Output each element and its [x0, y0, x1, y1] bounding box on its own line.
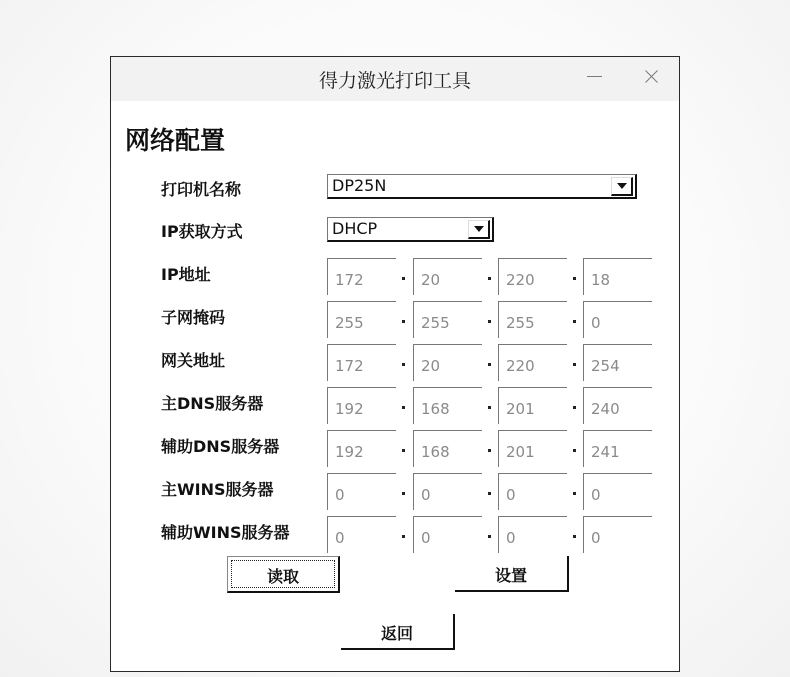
octet-value: 18: [591, 271, 611, 289]
octet-value: 255: [506, 314, 535, 332]
secondary-dns-octet-3-input[interactable]: [498, 430, 567, 467]
secondary-wins-octet-1-input[interactable]: [327, 516, 396, 553]
secondary-dns-octet-2-input[interactable]: [413, 430, 482, 467]
ip-method-select[interactable]: [327, 217, 494, 242]
title-bar[interactable]: [111, 57, 679, 101]
primary-dns-octet-2-input[interactable]: [413, 387, 482, 424]
gateway-octet-3-input[interactable]: [498, 344, 567, 381]
primary-wins-octet-4-input[interactable]: [583, 473, 652, 510]
subnet-mask-octet-2-input[interactable]: [413, 301, 482, 338]
octet-value: 172: [335, 357, 364, 375]
read-button[interactable]: [227, 556, 340, 593]
subnet-mask-octet-4-input[interactable]: [583, 301, 652, 338]
gateway-label: 网关地址: [161, 351, 226, 370]
octet-value: 240: [591, 400, 620, 418]
read-button-label: 读取: [266, 567, 299, 586]
primary-wins-octet-3-input[interactable]: [498, 473, 567, 510]
octet-value: 0: [335, 486, 345, 504]
ip-method-value: DHCP: [332, 219, 378, 238]
back-button[interactable]: [341, 614, 455, 650]
octet-separator: [488, 363, 491, 366]
octet-value: 241: [591, 443, 620, 461]
octet-separator: [573, 320, 576, 323]
ip-address-octet-3-input[interactable]: [498, 258, 567, 295]
chevron-down-icon[interactable]: [611, 177, 633, 196]
primary-dns-octet-4-input[interactable]: [583, 387, 652, 424]
set-button-label: 设置: [494, 566, 527, 585]
octet-separator: [402, 535, 405, 538]
octet-separator: [573, 535, 576, 538]
octet-separator: [488, 535, 491, 538]
secondary-wins-octet-3-input[interactable]: [498, 516, 567, 553]
gateway-octet-2-input[interactable]: [413, 344, 482, 381]
octet-separator: [402, 492, 405, 495]
octet-value: 255: [335, 314, 364, 332]
chevron-down-icon[interactable]: [468, 220, 490, 239]
subnet-mask-octet-3-input[interactable]: [498, 301, 567, 338]
subnet-mask-octet-1-input[interactable]: [327, 301, 396, 338]
minimize-icon[interactable]: [583, 65, 607, 89]
octet-value: 220: [506, 357, 535, 375]
printer-name-select[interactable]: [327, 174, 637, 199]
ip-address-octet-4-input[interactable]: [583, 258, 652, 295]
octet-value: 220: [506, 271, 535, 289]
secondary-dns-octet-1-input[interactable]: [327, 430, 396, 467]
primary-wins-label: 主WINS服务器: [161, 480, 274, 499]
octet-value: 0: [421, 486, 431, 504]
gateway-octet-4-input[interactable]: [583, 344, 652, 381]
page-title: 网络配置: [125, 126, 226, 155]
octet-separator: [488, 320, 491, 323]
octet-value: 0: [506, 529, 516, 547]
gateway-octet-1-input[interactable]: [327, 344, 396, 381]
octet-value: 168: [421, 443, 450, 461]
primary-wins-octet-2-input[interactable]: [413, 473, 482, 510]
printer-name-label: 打印机名称: [161, 180, 242, 199]
octet-value: 0: [591, 529, 601, 547]
octet-separator: [402, 363, 405, 366]
octet-value: 0: [591, 314, 601, 332]
close-icon[interactable]: [640, 65, 664, 89]
set-button[interactable]: [455, 556, 569, 592]
octet-value: 20: [421, 357, 441, 375]
octet-separator: [402, 320, 405, 323]
octet-separator: [573, 406, 576, 409]
octet-separator: [488, 449, 491, 452]
network-config-window: [110, 56, 680, 672]
octet-separator: [402, 406, 405, 409]
secondary-dns-label: 辅助DNS服务器: [161, 437, 280, 456]
octet-value: 0: [506, 486, 516, 504]
octet-value: 255: [421, 314, 450, 332]
octet-value: 254: [591, 357, 620, 375]
secondary-dns-octet-4-input[interactable]: [583, 430, 652, 467]
octet-separator: [488, 406, 491, 409]
ip-address-octet-1-input[interactable]: [327, 258, 396, 295]
octet-separator: [402, 277, 405, 280]
octet-value: 20: [421, 271, 441, 289]
octet-separator: [488, 277, 491, 280]
octet-separator: [402, 449, 405, 452]
octet-separator: [488, 492, 491, 495]
octet-value: 192: [335, 400, 364, 418]
octet-separator: [573, 363, 576, 366]
octet-value: 0: [421, 529, 431, 547]
primary-dns-label: 主DNS服务器: [161, 394, 264, 413]
octet-value: 172: [335, 271, 364, 289]
octet-separator: [573, 277, 576, 280]
back-button-label: 返回: [380, 624, 413, 643]
octet-separator: [573, 492, 576, 495]
octet-value: 0: [335, 529, 345, 547]
subnet-mask-label: 子网掩码: [161, 308, 226, 327]
octet-separator: [573, 449, 576, 452]
ip-method-label: IP获取方式: [161, 222, 243, 241]
secondary-wins-label: 辅助WINS服务器: [161, 523, 290, 542]
secondary-wins-octet-2-input[interactable]: [413, 516, 482, 553]
octet-value: 192: [335, 443, 364, 461]
ip-address-label: IP地址: [161, 265, 211, 284]
window-title: 得力激光打印工具: [318, 70, 471, 92]
secondary-wins-octet-4-input[interactable]: [583, 516, 652, 553]
octet-value: 0: [591, 486, 601, 504]
primary-dns-octet-3-input[interactable]: [498, 387, 567, 424]
primary-wins-octet-1-input[interactable]: [327, 473, 396, 510]
printer-name-value: DP25N: [332, 176, 387, 195]
octet-value: 201: [506, 400, 535, 418]
ip-address-octet-2-input[interactable]: [413, 258, 482, 295]
primary-dns-octet-1-input[interactable]: [327, 387, 396, 424]
octet-value: 201: [506, 443, 535, 461]
octet-value: 168: [421, 400, 450, 418]
